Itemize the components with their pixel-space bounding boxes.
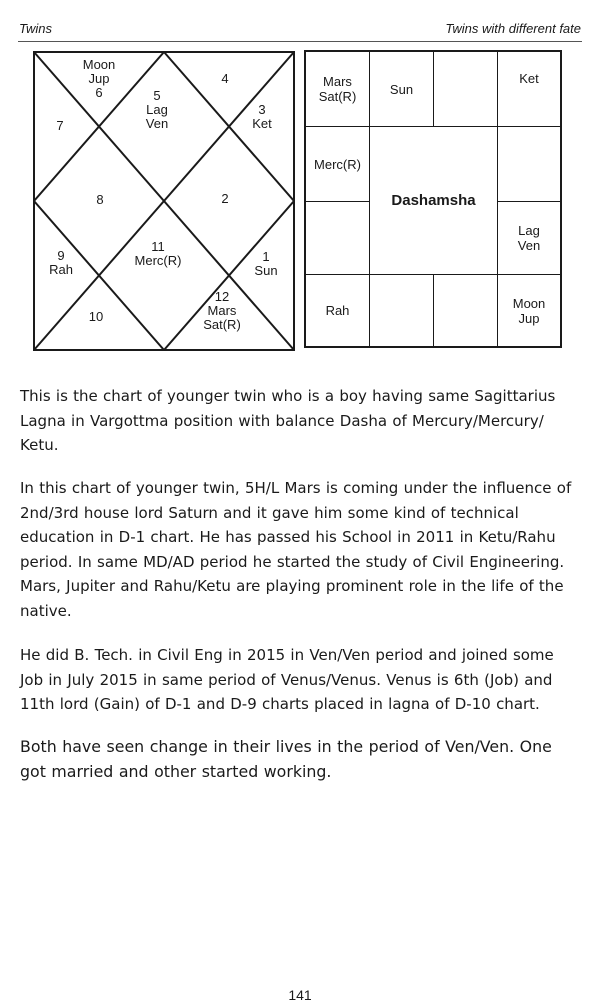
- paragraph: This is the chart of younger twin who is a boy having same Sagittarius Lagna in Vargottma position with balance Dasha of Mercury/Mercury/ Ketu.: [20, 387, 556, 455]
- house-label: Moon Jup 6: [82, 57, 116, 100]
- dashamsha-cell: [306, 202, 370, 275]
- house-label: 2: [221, 191, 229, 206]
- house-label: 5 Lag Ven: [145, 88, 169, 131]
- house-label: 12 Mars Sat(R): [203, 289, 241, 332]
- dashamsha-cell: Mars Sat(R): [306, 52, 370, 127]
- dashamsha-cell: Lag Ven: [498, 202, 560, 275]
- house-label: 3 Ket: [252, 102, 272, 131]
- house-label: 4: [221, 71, 229, 86]
- header-rule: [18, 41, 582, 42]
- dashamsha-cell: Ket: [498, 52, 560, 127]
- paragraph: Both have seen change in their lives in the period of Ven/Ven. One got married and other started working.: [20, 737, 552, 781]
- house-label: 1 Sun: [254, 249, 278, 278]
- running-header-right: Twins with different fate: [445, 21, 581, 36]
- running-header-left: Twins: [19, 21, 52, 36]
- house-label: 10: [88, 309, 104, 324]
- dashamsha-cell: [498, 127, 560, 202]
- house-label: 9 Rah: [49, 248, 73, 277]
- dashamsha-cell: Sun: [370, 52, 434, 127]
- dashamsha-cell: [434, 52, 498, 127]
- house-label: 11 Merc(R): [134, 239, 182, 268]
- dashamsha-cell: Moon Jup: [512, 295, 546, 326]
- dashamsha-cell: Rah: [306, 275, 370, 346]
- paragraph: In this chart of younger twin, 5H/L Mars is coming under the influence of 2nd/3rd house lord Saturn and it gave him some kind of technical education in D-1 chart. He has passed his School in 2011 in Ketu/Rahu period. In same MD/AD period he started the study of Civil Engineering. Mars, Jupiter and Rahu/Ketu are playing prominent role in the life of the native.: [20, 479, 572, 620]
- dashamsha-cell: [370, 275, 434, 346]
- dashamsha-chart: [304, 50, 562, 348]
- house-label: 7: [56, 118, 64, 133]
- rasi-chart: [33, 51, 295, 351]
- dashamsha-cell: Merc(R): [306, 127, 370, 202]
- house-label: 8: [96, 192, 104, 207]
- dashamsha-title: Dashamsha: [370, 127, 498, 275]
- paragraph: He did B. Tech. in Civil Eng in 2015 in Ven/Ven period and joined some Job in July 2015 in same period of Venus/Venus. Venus is 6th (Job) and 11th lord (Gain) of D-1 and D-9 charts placed in lagna of D-10 chart.: [20, 646, 554, 714]
- dashamsha-cell: [434, 275, 498, 346]
- page-number: 141: [288, 987, 312, 1003]
